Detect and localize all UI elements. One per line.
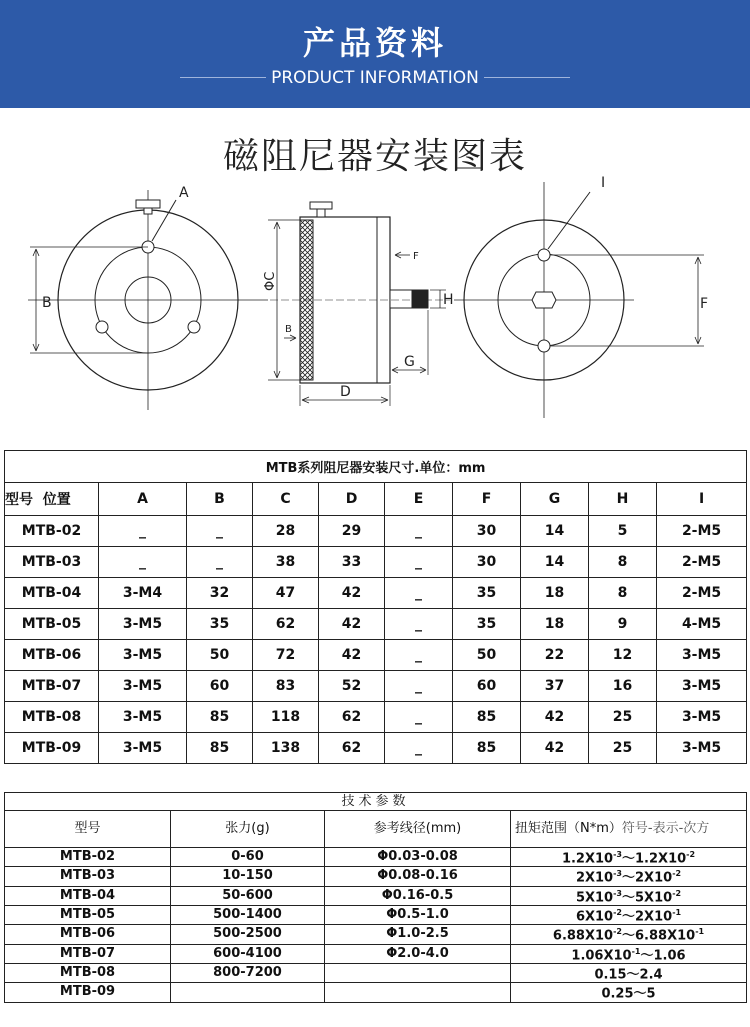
dimension-cell: 3-M5 <box>99 733 187 764</box>
dimension-cell: 35 <box>453 609 521 640</box>
dimension-cell: 3-M5 <box>657 671 747 702</box>
dimension-cell: 42 <box>521 733 589 764</box>
tech-tension-cell <box>171 983 325 1002</box>
col-a: A <box>99 483 187 516</box>
torque-t-b: 1.2X10 <box>635 851 687 867</box>
torque-t-b-exp: -2 <box>686 850 696 859</box>
tech-table-caption: 技术参数 <box>5 793 747 811</box>
tech-col-torque <box>511 811 747 848</box>
dimension-cell: 30 <box>453 547 521 578</box>
tech-tension-cell: 500-1400 <box>171 905 325 924</box>
label-a: A <box>179 185 189 201</box>
tech-row <box>5 963 747 982</box>
dimension-cell: 16 <box>589 671 657 702</box>
col-b: B <box>187 483 253 516</box>
dimension-cell: 3-M5 <box>657 733 747 764</box>
torque-t-b: 2X10 <box>635 909 673 925</box>
dimension-cell: 85 <box>453 733 521 764</box>
dimension-cell: 38 <box>253 547 319 578</box>
torque-t-b-exp: -1 <box>672 907 682 917</box>
tech-table-header <box>5 811 747 848</box>
tech-model-cell: MTB-02 <box>5 848 171 867</box>
torque-t-a: 2X10 <box>575 870 614 886</box>
torque-t-b: 2X10 <box>635 870 673 886</box>
dimension-cell: 52 <box>319 671 385 702</box>
tech-row <box>5 905 747 924</box>
dimension-cell: 30 <box>453 516 521 547</box>
col-c: C <box>253 483 319 516</box>
torque-sep: ～ <box>626 967 640 983</box>
dimension-cell: 32 <box>187 578 253 609</box>
tech-wire-cell: Φ0.5-1.0 <box>325 905 511 924</box>
dimension-cell: 12 <box>589 640 657 671</box>
dimension-cell: 83 <box>253 671 319 702</box>
dimension-cell: 42 <box>319 609 385 640</box>
dimension-row <box>5 578 747 609</box>
dimension-cell: 3-M5 <box>657 640 747 671</box>
tech-wire-cell: Φ0.08-0.16 <box>325 867 511 886</box>
dimension-cell: 35 <box>187 609 253 640</box>
tech-tension-cell: 500-2500 <box>171 925 325 944</box>
model-cell: MTB-04 <box>5 578 99 609</box>
dimension-cell: 62 <box>253 609 319 640</box>
dimension-cell: 72 <box>253 640 319 671</box>
tech-torque-cell <box>511 944 747 963</box>
model-cell: MTB-08 <box>5 702 99 733</box>
torque-t-a: 1.06X10 <box>571 947 632 963</box>
tech-torque-cell <box>511 963 747 982</box>
torque-t-b: 1.06 <box>653 947 686 963</box>
torque-header: 扭矩范围（N*m） <box>515 821 622 836</box>
dimension-row <box>5 516 747 547</box>
dimension-cell: 37 <box>521 671 589 702</box>
tech-torque-cell <box>511 925 747 944</box>
corner-cell: 型号 位置 <box>5 483 99 516</box>
dimension-cell: 3-M5 <box>99 671 187 702</box>
torque-t-a: 0.15 <box>594 967 627 983</box>
dimension-cell: 4-M5 <box>657 609 747 640</box>
torque-sep: ～ <box>622 928 636 944</box>
tech-model-cell: MTB-06 <box>5 925 171 944</box>
torque-t-b: 5X10 <box>635 889 673 905</box>
dimension-table-header <box>5 483 747 516</box>
torque-sep: ～ <box>622 870 636 886</box>
tech-model-cell: MTB-07 <box>5 944 171 963</box>
model-cell: MTB-09 <box>5 733 99 764</box>
label-d: D <box>340 384 351 400</box>
model-cell: MTB-07 <box>5 671 99 702</box>
dimension-row <box>5 702 747 733</box>
dimension-cell: 50 <box>453 640 521 671</box>
dimension-cell: _ <box>187 516 253 547</box>
torque-t-b-exp: -2 <box>672 869 682 879</box>
torque-t-b: 6.88X10 <box>635 928 696 944</box>
label-g: G <box>404 354 415 370</box>
dimension-cell: 25 <box>589 702 657 733</box>
tech-row <box>5 886 747 905</box>
tech-model-cell: MTB-05 <box>5 905 171 924</box>
dimension-cell: 33 <box>319 547 385 578</box>
dimension-cell: 14 <box>521 516 589 547</box>
torque-t-a: 6X10 <box>575 909 614 925</box>
tech-col-model: 型号 <box>5 811 171 848</box>
dimension-cell: 22 <box>521 640 589 671</box>
label-b-arrow: B <box>285 324 292 335</box>
dimension-row <box>5 640 747 671</box>
torque-t-a-exp: -3 <box>613 850 622 859</box>
tech-tension-cell: 0-60 <box>171 848 325 867</box>
torque-t-b: 2.4 <box>639 967 663 983</box>
torque-t-a: 0.25 <box>601 986 634 1002</box>
dimension-cell: 35 <box>453 578 521 609</box>
col-i: I <box>657 483 747 516</box>
dimension-cell: _ <box>385 671 453 702</box>
col-h: H <box>589 483 657 516</box>
tech-tension-cell: 50-600 <box>171 886 325 905</box>
dimension-cell: 42 <box>521 702 589 733</box>
tech-model-cell: MTB-09 <box>5 983 171 1002</box>
model-cell: MTB-03 <box>5 547 99 578</box>
label-f-arrow: F <box>413 251 419 262</box>
dimension-cell: 3-M5 <box>657 702 747 733</box>
label-f: F <box>700 296 709 312</box>
dimension-cell: 28 <box>253 516 319 547</box>
torque-note: 符号-表示-次方 <box>621 821 710 836</box>
banner-divider-right <box>484 77 570 78</box>
tech-wire-cell: Φ0.03-0.08 <box>325 848 511 867</box>
dimension-cell: 3-M5 <box>99 702 187 733</box>
rear-view-right <box>454 182 704 418</box>
dimension-cell: 14 <box>521 547 589 578</box>
dimension-cell: 47 <box>253 578 319 609</box>
dimension-cell: 42 <box>319 640 385 671</box>
tech-row <box>5 867 747 886</box>
dimension-cell: 9 <box>589 609 657 640</box>
torque-t-a-exp: -2 <box>613 907 622 917</box>
dimension-cell: 3-M5 <box>99 609 187 640</box>
dimension-cell: 138 <box>253 733 319 764</box>
torque-sep: ～ <box>633 986 647 1002</box>
tech-torque-cell <box>511 886 747 905</box>
dimension-cell: 62 <box>319 733 385 764</box>
installation-diagram <box>0 170 750 445</box>
dimension-row <box>5 547 747 578</box>
col-d: D <box>319 483 385 516</box>
tech-tension-cell: 600-4100 <box>171 944 325 963</box>
dimension-table <box>4 450 747 764</box>
tech-col-tension: 张力(g) <box>171 811 325 848</box>
dimension-cell: 50 <box>187 640 253 671</box>
tech-torque-cell <box>511 905 747 924</box>
model-cell: MTB-05 <box>5 609 99 640</box>
header-banner <box>0 0 750 108</box>
tech-torque-cell <box>511 848 747 867</box>
torque-sep: ～ <box>622 889 636 905</box>
dimension-row <box>5 671 747 702</box>
tech-model-cell: MTB-08 <box>5 963 171 982</box>
dimension-cell: 118 <box>253 702 319 733</box>
dimension-cell: _ <box>385 733 453 764</box>
banner-title: 产品资料 <box>302 24 447 62</box>
dimension-row <box>5 733 747 764</box>
tech-row <box>5 925 747 944</box>
dimension-cell: 60 <box>453 671 521 702</box>
dimension-cell: 2-M5 <box>657 578 747 609</box>
dimension-cell: _ <box>385 578 453 609</box>
dimension-row <box>5 609 747 640</box>
torque-t-b: 5 <box>646 986 656 1002</box>
dimension-cell: _ <box>385 609 453 640</box>
label-phi-c: ΦC <box>263 271 278 291</box>
dimension-cell: 60 <box>187 671 253 702</box>
model-cell: MTB-06 <box>5 640 99 671</box>
dimension-cell: 2-M5 <box>657 516 747 547</box>
dimension-cell: 42 <box>319 578 385 609</box>
torque-sep: ～ <box>622 851 636 867</box>
tech-wire-cell: Φ0.16-0.5 <box>325 886 511 905</box>
dimension-cell: _ <box>385 547 453 578</box>
dimension-cell: _ <box>385 640 453 671</box>
side-view-middle <box>268 202 450 406</box>
tech-row <box>5 944 747 963</box>
label-i: I <box>601 175 606 191</box>
dimension-cell: 25 <box>589 733 657 764</box>
dimension-cell: _ <box>385 516 453 547</box>
dimension-cell: 8 <box>589 547 657 578</box>
tech-row <box>5 848 747 867</box>
dimension-cell: 18 <box>521 609 589 640</box>
dimension-cell: 8 <box>589 578 657 609</box>
tech-model-cell: MTB-03 <box>5 867 171 886</box>
dimension-cell: 3-M4 <box>99 578 187 609</box>
torque-t-a: 5X10 <box>575 889 614 905</box>
dimension-cell: 85 <box>187 702 253 733</box>
dimension-cell: 62 <box>319 702 385 733</box>
torque-sep: ～ <box>622 909 636 925</box>
dimension-cell: 85 <box>453 702 521 733</box>
label-h: H <box>443 292 454 308</box>
dimension-table-caption: MTB系列阻尼器安装尺寸.单位：mm <box>5 451 747 483</box>
col-e: E <box>385 483 453 516</box>
col-g: G <box>521 483 589 516</box>
torque-t-b-exp: -2 <box>672 888 682 898</box>
torque-t-a-exp: -1 <box>631 946 641 956</box>
dimension-cell: 3-M5 <box>99 640 187 671</box>
torque-t-a: 6.88X10 <box>552 928 614 944</box>
label-b: B <box>42 295 52 311</box>
tech-torque-cell <box>511 983 747 1002</box>
tech-wire-cell <box>325 963 511 982</box>
tech-tension-cell: 800-7200 <box>171 963 325 982</box>
dimension-cell: 18 <box>521 578 589 609</box>
torque-t-a-exp: -3 <box>613 888 622 898</box>
tech-model-cell: MTB-04 <box>5 886 171 905</box>
torque-t-a-exp: -2 <box>613 927 622 937</box>
torque-sep: ～ <box>640 947 654 963</box>
tech-torque-cell <box>511 867 747 886</box>
section-title: 磁阻尼器安装图表 <box>222 136 527 177</box>
banner-subtitle: PRODUCT INFORMATION <box>271 68 479 88</box>
torque-t-b-exp: -1 <box>695 927 705 937</box>
tech-table <box>4 792 747 1003</box>
dimension-cell: _ <box>187 547 253 578</box>
dimension-cell: _ <box>99 547 187 578</box>
tech-tension-cell: 10-150 <box>171 867 325 886</box>
dimension-cell: 5 <box>589 516 657 547</box>
dimension-cell: _ <box>99 516 187 547</box>
tech-row <box>5 983 747 1002</box>
tech-wire-cell: Φ1.0-2.5 <box>325 925 511 944</box>
torque-t-a-exp: -3 <box>613 869 622 879</box>
tech-wire-cell <box>325 983 511 1002</box>
front-view-left <box>28 190 268 410</box>
col-f: F <box>453 483 521 516</box>
dimension-cell: _ <box>385 702 453 733</box>
dimension-cell: 2-M5 <box>657 547 747 578</box>
torque-t-a: 1.2X10 <box>561 851 614 867</box>
tech-wire-cell: Φ2.0-4.0 <box>325 944 511 963</box>
dimension-cell: 29 <box>319 516 385 547</box>
tech-col-wire: 参考线径(mm) <box>325 811 511 848</box>
dimension-cell: 85 <box>187 733 253 764</box>
model-cell: MTB-02 <box>5 516 99 547</box>
